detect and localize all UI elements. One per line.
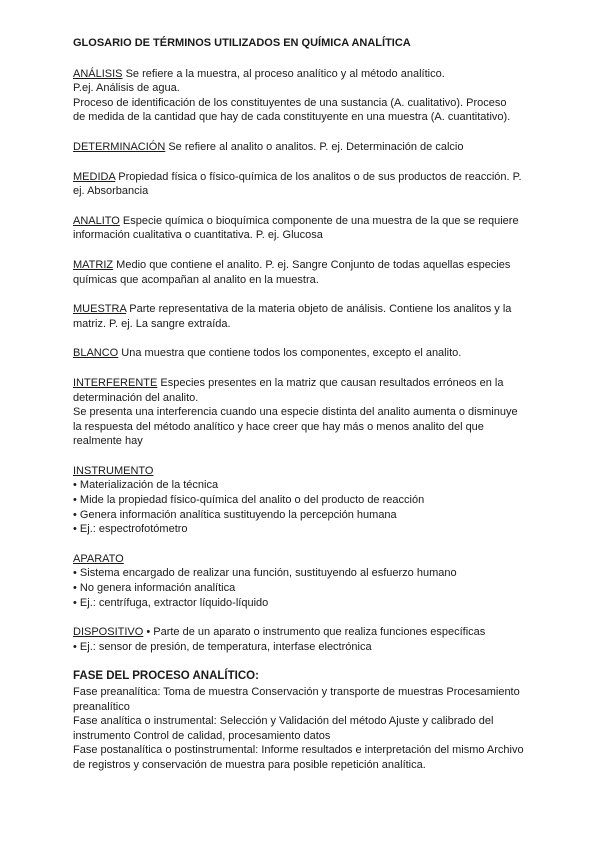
entry-dispositivo [73, 625, 540, 654]
list-item: • No genera información analítica [73, 581, 540, 596]
entry-line [73, 67, 540, 82]
term-medida: MEDIDA [73, 170, 116, 183]
definition-text: Una muestra que contiene todos los componentes, excepto el analito. [118, 347, 462, 360]
definition-text: • Parte de un aparato o instrumento que realiza funciones específicas [143, 626, 486, 639]
section-fase [73, 669, 540, 772]
entry-instrumento [73, 464, 540, 537]
definition-text: Medio que contiene el analito. P. ej. Sangre Conjunto de todas aquellas especies [113, 258, 511, 271]
term-instrumento: INSTRUMENTO [73, 464, 154, 477]
definition-text: información cualitativa o cuantitativa. P. ej. Glucosa [73, 229, 323, 242]
definition-text: Propiedad física o físico-química de los analitos o de sus productos de reacción. P. [115, 170, 522, 183]
document-title: GLOSARIO DE TÉRMINOS UTILIZADOS EN QUÍMICA ANALÍTICA [73, 37, 411, 49]
entry-medida [73, 170, 540, 199]
definition-text: determinación del analito. [73, 391, 199, 404]
term-blanco: BLANCO [73, 347, 119, 360]
entry-aparato [73, 552, 540, 610]
section-text: preanalítico [73, 700, 130, 713]
entry-analito [73, 214, 540, 243]
term-muestra: MUESTRA [73, 303, 127, 316]
definition-text: de medida de la cantidad que hay de cada constituyente en una muestra (A. cuantitativo). [73, 111, 511, 124]
term-aparato: APARATO [73, 552, 124, 565]
section-title: FASE DEL PROCESO ANALÍTICO: [73, 670, 259, 683]
definition-text: químicas que acompañan al analito en la muestra. [73, 273, 319, 286]
definition-text: Se refiere al analito o analitos. P. ej. Determinación de calcio [165, 140, 464, 153]
section-text: de registros y conservación de muestra para posible repetición analítica. [73, 758, 426, 771]
entry-line [73, 302, 540, 317]
term-matriz: MATRIZ [73, 258, 114, 271]
definition-text: Especies presentes en la matriz que causan resultados erróneos en la [157, 376, 504, 389]
entry-analisis [73, 67, 540, 125]
section-text: Fase preanalítica: Toma de muestra Conservación y transporte de muestras Procesamiento [73, 686, 520, 698]
entry-line [73, 170, 540, 185]
entry-line [73, 258, 540, 273]
term-analisis: ANÁLISIS [73, 67, 123, 80]
list-item: • Ej.: sensor de presión, de temperatura, interfase electrónica [73, 640, 540, 655]
list-item: • Ej.: espectrofotómetro [73, 522, 540, 537]
entry-blanco [73, 346, 540, 361]
entry-line [73, 214, 540, 229]
list-item: • Mide la propiedad físico-química del analito o del producto de reacción [73, 493, 540, 508]
list-item: • Genera información analítica sustituyendo la percepción humana [73, 508, 540, 523]
definition-text: Se refiere a la muestra, al proceso analítico y al método analítico. [122, 67, 445, 80]
term-determinacion: DETERMINACIÓN [73, 140, 166, 153]
entry-line [73, 625, 540, 640]
entry-line [73, 376, 540, 391]
entry-muestra [73, 302, 540, 331]
entry-interferente [73, 376, 540, 449]
definition-text: ej. Absorbancia [73, 185, 149, 198]
definition-text: Especie química o bioquímica componente de una muestra de la que se requiere [119, 214, 519, 227]
section-text: Fase postanalítica o postinstrumental: Informe resultados e interpretación del mismo Archivo [73, 744, 524, 757]
section-text: instrumento Control de calidad, procesamiento datos [73, 729, 331, 742]
definition-text: Parte representativa de la materia objeto de análisis. Contiene los analitos y la [126, 303, 512, 316]
term-interferente: INTERFERENTE [73, 376, 158, 389]
entry-line [73, 346, 540, 361]
section-text: Fase analítica o instrumental: Selección y Validación del método Ajuste y calibrado del [73, 715, 494, 728]
definition-text: la respuesta del método analítico y hace creer que hay más o menos analito del que [73, 420, 484, 433]
list-item: • Materialización de la técnica [73, 478, 540, 493]
definition-text: Proceso de identificación de los constituyentes de una sustancia (A. cualitativo). Proceso [73, 96, 507, 109]
definition-text: matriz. P. ej. La sangre extraída. [73, 317, 231, 330]
definition-text: Se presenta una interferencia cuando una especie distinta del analito aumenta o disminuye [73, 406, 518, 419]
list-item: • Ej.: centrífuga, extractor líquido-líquido [73, 596, 540, 611]
entry-line [73, 140, 540, 155]
list-item: • Sistema encargado de realizar una función, sustituyendo al esfuerzo humano [73, 566, 540, 581]
definition-text: P.ej. Análisis de agua. [73, 82, 180, 95]
definition-text: realmente hay [73, 435, 143, 448]
entry-matriz [73, 258, 540, 287]
entry-determinacion [73, 140, 540, 155]
term-analito: ANALITO [73, 214, 120, 227]
term-dispositivo: DISPOSITIVO [73, 626, 144, 639]
